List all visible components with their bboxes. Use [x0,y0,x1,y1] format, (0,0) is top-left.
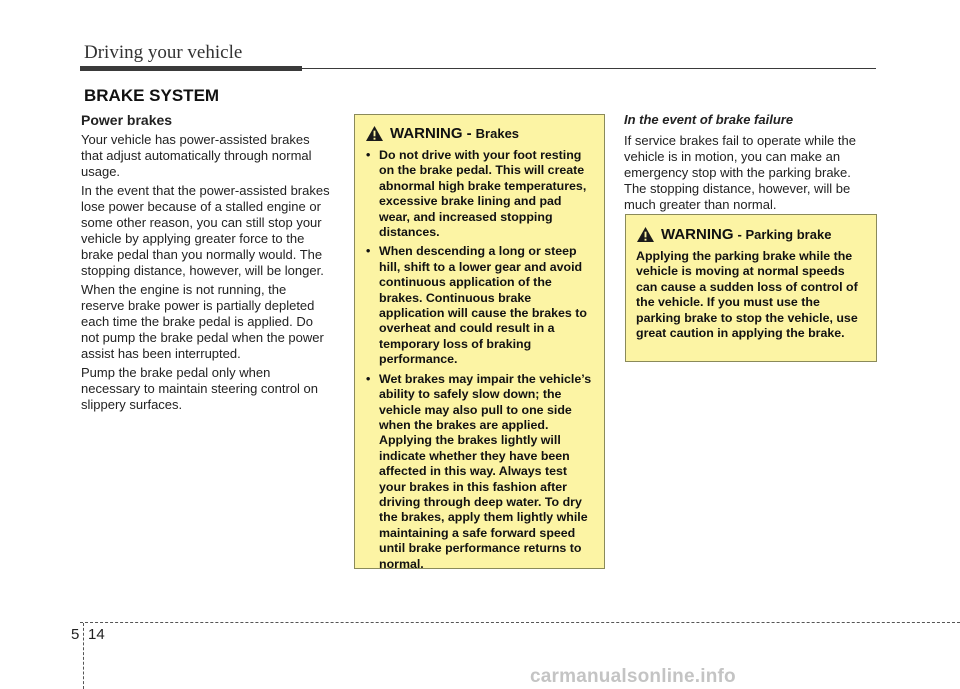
warning-parking-box [625,214,877,362]
brake-failure-heading: In the event of brake failure [624,112,794,127]
warning-list [365,148,594,572]
warning-triangle-icon [365,125,384,142]
warning-subject: Brakes [475,126,520,141]
warning-brakes-box [354,114,605,569]
footer-rule [80,622,960,623]
page-number: 14 [88,626,105,643]
warning-item: • Wet brakes may impair the vehicle’s ability to safely slow down; the vehicle may also pull to one side when the brakes are applied. Applying the brakes lightly will indicate whether they have been affected in this way. Always test your brakes in this fashion after driving through deep water. To dry the brakes, apply them lightly while maintaining a safe forward speed until brake performance returns to normal. [365,372,594,572]
footer-divider [83,623,84,689]
watermark: carmanualsonline.info [530,666,736,687]
paragraph: When the engine is not running, the reserve brake power is partially depleted each time the brake pedal is applied. Do not pump the brake pedal when the power assist has been interrupted. [81,282,324,361]
paragraph: If service brakes fail to operate while the vehicle is in motion, you can make an emergency stop with the parking brake. The stopping distance, however, will be much greater than normal. [624,133,856,212]
chapter-number: 5 [71,626,80,643]
power-brakes-heading: Power brakes [81,112,173,128]
page-header-title: Driving your vehicle [84,42,243,63]
warning-header [365,125,594,142]
warning-header [636,226,867,243]
left-column [81,112,333,416]
paragraph: In the event that the power-assisted brakes lose power because of a stalled engine or some other reason, you can still stop your vehicle by applying greater force to the brake pedal than you normally would. The stopping distance, however, will be longer. [81,183,330,278]
warning-label: WARNING [661,226,734,243]
section-title: BRAKE SYSTEM [84,86,220,105]
header-rule [302,68,876,69]
warning-label: WARNING - [390,125,472,142]
warning-body: Applying the parking brake while the vehicle is moving at normal speeds can cause a sudden loss of control of the vehicle. If you must use the parking brake to stop the vehicle, use great caution in applying the brake. [636,249,858,341]
warning-item: • Do not drive with your foot resting on the brake pedal. This will create abnormal high brake temperatures, excessive brake lining and pad wear, and increased stopping distances. [365,148,594,240]
warning-subject: - Parking brake [737,227,832,242]
warning-item: • When descending a long or steep hill, shift to a lower gear and avoid continuous application of the brakes. Continuous brake application will cause the brakes to overheat and could result in a temporary loss of braking performance. [365,244,594,367]
paragraph: Your vehicle has power-assisted brakes that adjust automatically through normal usage. [81,132,312,179]
right-column [624,112,876,216]
warning-triangle-icon [636,226,655,243]
paragraph: Pump the brake pedal only when necessary to maintain steering control on slippery surfaces. [81,365,319,412]
header-bar [80,66,302,71]
